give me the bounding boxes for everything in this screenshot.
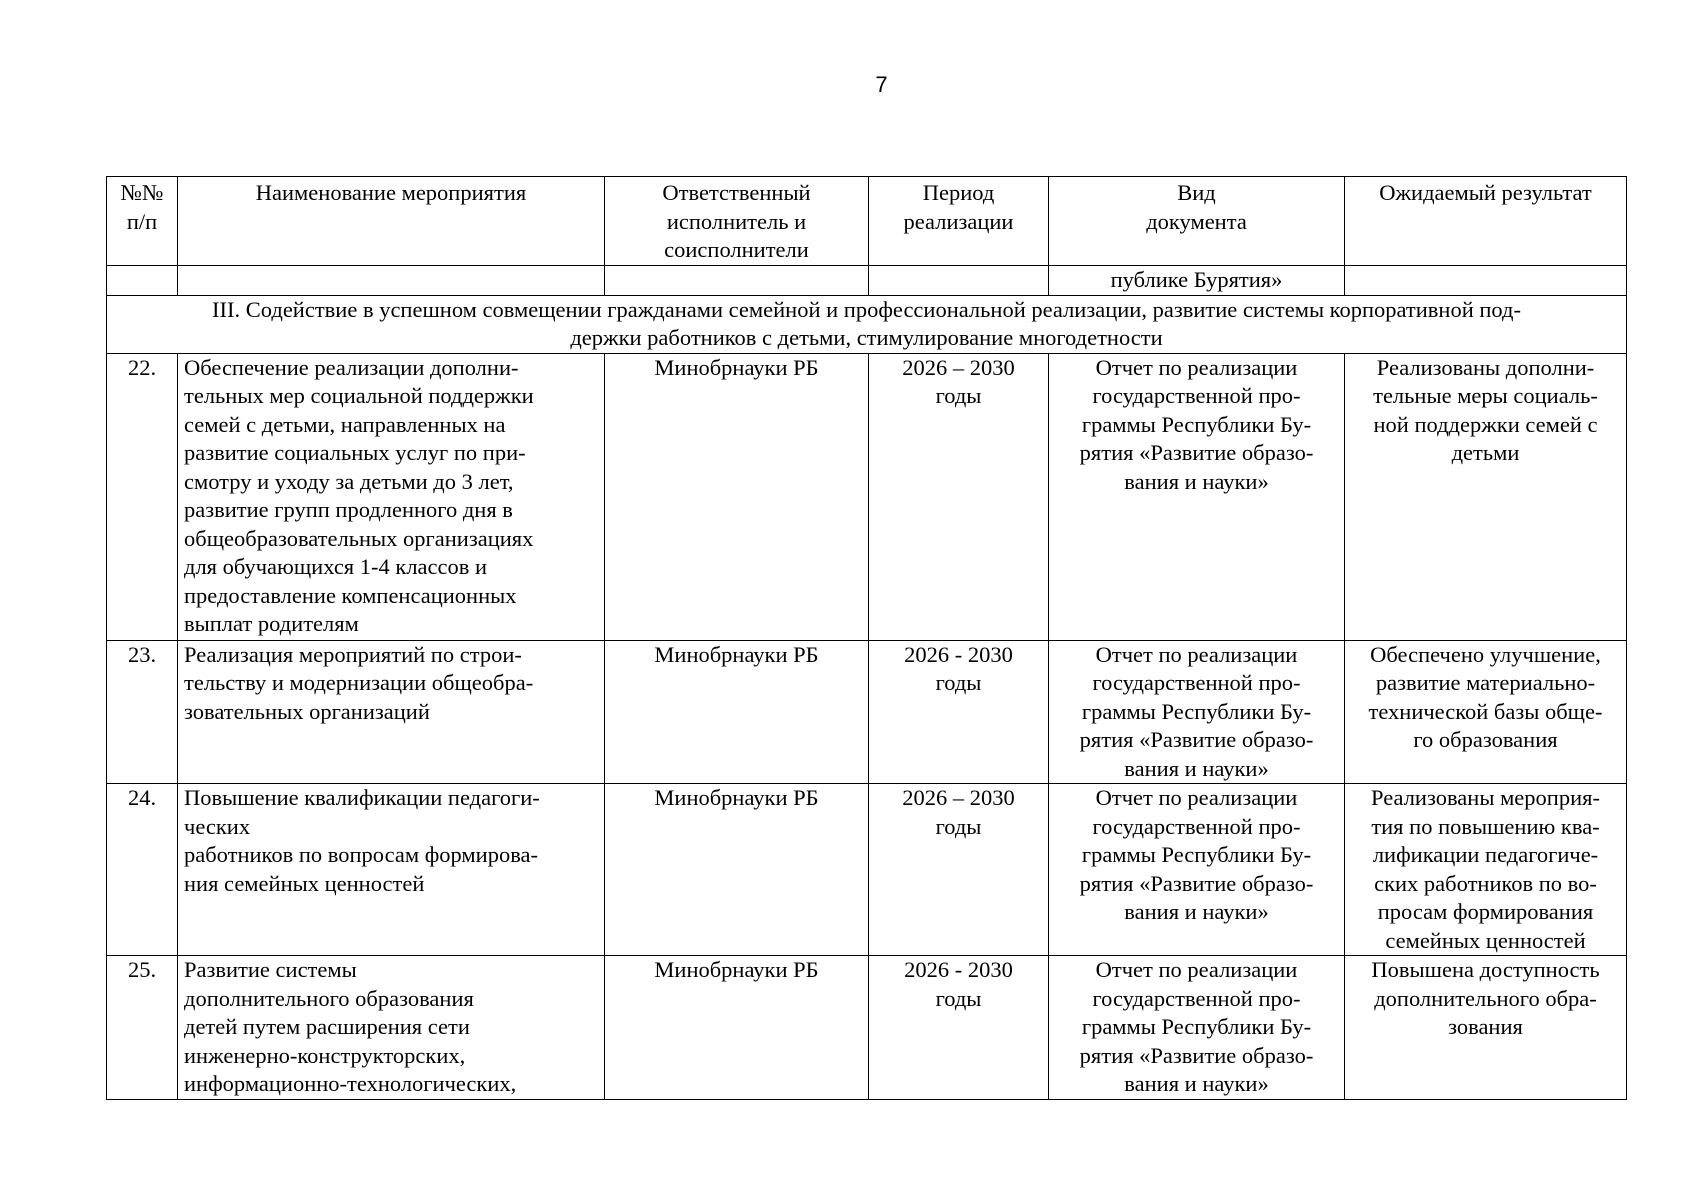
- cell-event-name: [178, 266, 605, 296]
- cell-document-type: Отчет по реализации государственной про- граммы Республики Бу- рятия «Развитие образо- вания и науки»: [1049, 640, 1345, 784]
- cell-executor: Минобрнауки РБ: [605, 640, 869, 784]
- cell-event-name: Реализация мероприятий по строи- тельству и модернизации общеобра- зовательных организаций: [178, 640, 605, 784]
- cell-executor: Минобрнауки РБ: [605, 956, 869, 1100]
- header-event-name: Наименование мероприятия: [178, 177, 605, 266]
- cell-number: 23.: [107, 640, 178, 784]
- cell-expected-result: Обеспечено улучшение, развитие материально- технической базы обще- го образования: [1345, 640, 1627, 784]
- table-row: [107, 956, 1627, 1100]
- header-executor: Ответственный исполнитель и соисполнители: [605, 177, 869, 266]
- section-heading-row: [107, 295, 1627, 353]
- cell-number: [107, 266, 178, 296]
- cell-document-type: Отчет по реализации государственной про- граммы Республики Бу- рятия «Развитие образо- вания и науки»: [1049, 784, 1345, 956]
- cell-period: [869, 266, 1049, 296]
- header-period: Период реализации: [869, 177, 1049, 266]
- cell-expected-result: Реализованы дополни- тельные меры социаль- ной поддержки семей с детьми: [1345, 353, 1627, 640]
- table-row: [107, 640, 1627, 784]
- cell-executor: Минобрнауки РБ: [605, 784, 869, 956]
- cell-period: 2026 – 2030 годы: [869, 784, 1049, 956]
- cell-period: 2026 – 2030 годы: [869, 353, 1049, 640]
- cell-period: 2026 - 2030 годы: [869, 956, 1049, 1100]
- header-expected-result: Ожидаемый результат: [1345, 177, 1627, 266]
- header-number: №№ п/п: [107, 177, 178, 266]
- cell-executor: [605, 266, 869, 296]
- cell-document-type: Отчет по реализации государственной про- граммы Республики Бу- рятия «Развитие образо- вания и науки»: [1049, 956, 1345, 1100]
- table-row: [107, 353, 1627, 640]
- page-number: 7: [875, 72, 888, 97]
- cell-document-type: публике Бурятия»: [1049, 266, 1345, 296]
- cell-period: 2026 - 2030 годы: [869, 640, 1049, 784]
- cell-expected-result: Реализованы мероприя- тия по повышению ква- лификации педагогиче- ских работников по во- просам формирования семейных ценностей: [1345, 784, 1627, 956]
- table-header-row: [107, 177, 1627, 266]
- cell-number: 25.: [107, 956, 178, 1100]
- cell-expected-result: Повышена доступность дополнительного обра- зования: [1345, 956, 1627, 1100]
- cell-document-type: Отчет по реализации государственной про- граммы Республики Бу- рятия «Развитие образо- вания и науки»: [1049, 353, 1345, 640]
- cell-event-name: Повышение квалификации педагоги- ческих работников по вопросам формирова- ния семейных ценностей: [178, 784, 605, 956]
- cell-event-name: Обеспечение реализации дополни- тельных мер социальной поддержки семей с детьми, направленных на развитие социальных услуг по при- смотру и уходу за детьми до 3 лет, развитие групп продленного дня в общеобразовательных организациях для обучающихся 1-4 классов и предоставление компенсационных выплат родителям: [178, 353, 605, 640]
- continuation-row: [107, 266, 1627, 296]
- table-row: [107, 784, 1627, 956]
- section-heading: III. Содействие в успешном совмещении гражданами семейной и профессиональной реализации, развитие системы корпоративной под- держки работников с детьми, стимулирование многодетности: [107, 295, 1627, 353]
- header-document-type: Вид документа: [1049, 177, 1345, 266]
- cell-executor: Минобрнауки РБ: [605, 353, 869, 640]
- cell-expected-result: [1345, 266, 1627, 296]
- cell-number: 22.: [107, 353, 178, 640]
- cell-event-name: Развитие системы дополнительного образования детей путем расширения сети инженерно-конструкторских, информационно-технологических,: [178, 956, 605, 1100]
- cell-number: 24.: [107, 784, 178, 956]
- action-plan-table: [106, 176, 1627, 1100]
